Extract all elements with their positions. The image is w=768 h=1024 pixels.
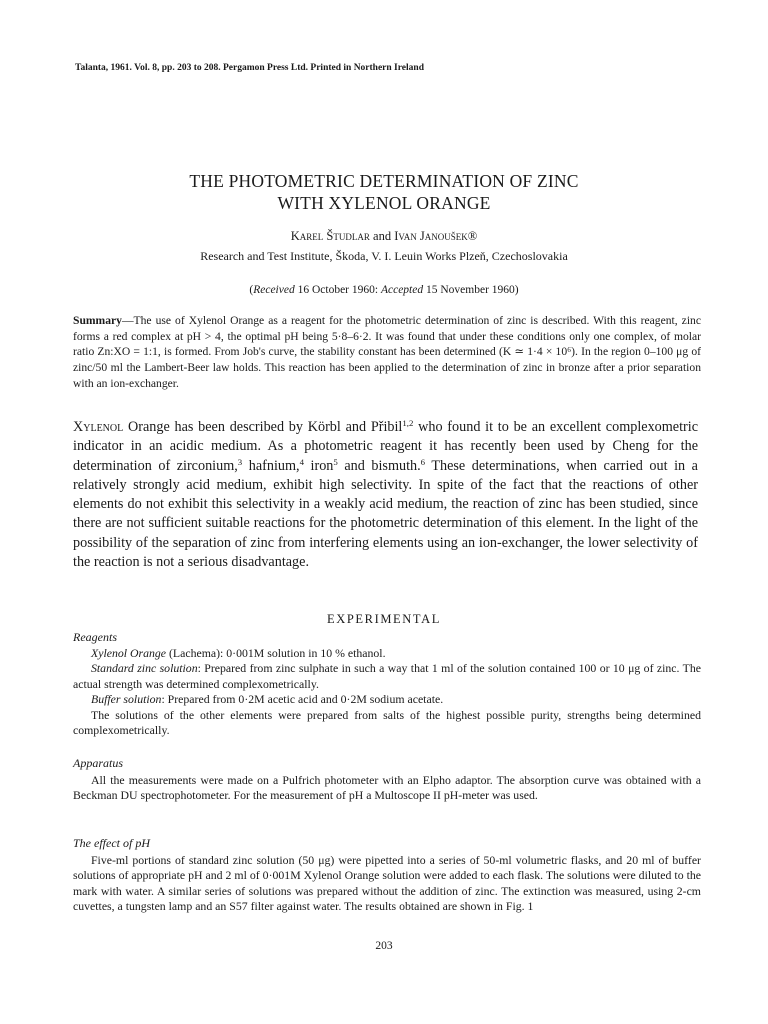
author-mark: ® [467,229,478,243]
intro-text: Orange has been described by Körbl and Přibil [123,419,403,435]
reagents-section [73,646,701,738]
intro-text: These determinations, when carried out in a relatively strongly acid medium, exhibit high selectivity. In spite of the fact that the reactions of other elements do not exhibit this selectivity in a weakly acid medium, the reaction of zinc has been studied, since there are not sufficient suitable reactions for the photometric determination of this element. In the light of the possibility of the separation of zinc from interfering elements using an ion-exchanger, the lower selectivity of the reaction is not a serious disadvantage. [73,457,698,571]
reference-marker: 3 [237,456,243,467]
received-paren-open: ( [249,284,254,296]
reagent-text: : Prepared from zinc sulphate in such a way that 1 ml of the solution contained 100 or 10 μg of zinc. The actual strength was determined complexometrically. [73,661,701,691]
paper-title [0,170,768,214]
title-line-2: WITH XYLENOL ORANGE [277,193,491,213]
intro-text: who found it to be an excellent complexometric indicator in an acidic medium. As a photometric reagent it has recently been used by Cheng for the determination of zirconium, [73,419,698,474]
reagent-standard-zinc [73,661,701,692]
effect-of-ph-section [73,853,701,915]
reagent-other-solutions: The solutions of the other elements were prepared from salts of the highest possible purity, strengths being determined complexometrically. [73,707,701,738]
author-line [0,229,768,244]
page-number: 203 [375,940,393,952]
reference-marker: 4 [299,456,304,467]
journal-header: Talanta, 1961. Vol. 8, pp. 203 to 208. Pergamon Press Ltd. Printed in Northern Ireland [75,63,424,73]
apparatus-section [73,773,701,804]
summary-abstract [73,313,701,392]
intro-first-word: Xylenol [73,419,124,435]
reagent-label: Buffer solution [91,692,162,707]
summary-text: The use of Xylenol Orange as a reagent for the photometric determination of zinc is described. With this reagent, zinc forms a red complex at pH > 4, the optimal pH being 5·8–6·2. It was found that under these conditions only one complex, of molar ratio Zn:XO = 1:1, is formed. From Job's curve, the stability constant has been determined (K ≃ 1·4 × 10⁶). In the region 0–100 μg of zinc/50 ml the Lambert-Beer law holds. This reaction has been applied to the determination of zinc in bronze after a prior separation with an ion-exchanger. [73,314,701,390]
author-conjunction: and [373,229,392,243]
accepted-label: Accepted [380,284,424,296]
intro-text: and bismuth. [337,457,421,474]
author-name: Ivan Janoušek [394,229,468,243]
intro-text: hafnium, [242,457,300,474]
reference-marker: 1,2 [402,418,414,429]
reference-marker: 5 [333,456,338,467]
introduction-paragraph [73,418,698,572]
intro-text: iron [303,457,334,474]
reagent-label: Xylenol Orange [91,646,167,660]
reagent-xylenol-orange [73,646,701,661]
subheading-reagents: Reagents [73,630,117,644]
received-dates [0,284,768,296]
reagent-text: : Prepared from 0·2M acetic acid and 0·2M sodium acetate. [161,692,444,707]
received-separator: : [374,284,381,296]
reagent-label: Standard zinc solution [91,661,198,676]
summary-dash: — [121,314,134,327]
reference-marker: 6 [420,456,426,467]
accepted-date: 15 November 1960 [425,284,515,296]
summary-lead: Summary [73,314,122,327]
apparatus-text: All the measurements were made on a Pulfrich photometer with an Elpho adaptor. The absorption curve was obtained with a Beckman DU spectrophotometer. For the measurement of pH a Multoscope II pH-meter was used. [73,773,701,803]
title-line-1: THE PHOTOMETRIC DETERMINATION OF ZINC [189,171,579,191]
section-heading-experimental: EXPERIMENTAL [326,612,442,626]
affiliation: Research and Test Institute, Škoda, V. I. Leuin Works Plzeň, Czechoslovakia [200,249,568,263]
effect-of-ph-text: Five-ml portions of standard zinc solution (50 μg) were pipetted into a series of 50-ml volumetric flasks, and 20 ml of buffer solutions of appropriate pH and 2 ml of 0·001M Xylenol Orange solution were added to each flask. The solutions were diluted to the mark with water. A similar series of solutions was prepared without the addition of zinc. The extinction was measured, using 2-cm cuvettes, a tungsten lamp and an S57 filter against water. The results obtained are shown in Fig. 1 [73,853,701,914]
reagent-buffer [73,692,701,707]
received-paren-close: ) [514,284,519,296]
received-label: Received [253,284,295,296]
subheading-apparatus: Apparatus [73,756,124,770]
author-name: Karel Študlar [290,229,370,243]
reagent-text: (Lachema): 0·001M solution in 10 % ethanol. [166,646,386,660]
received-date: 16 October 1960 [297,284,375,296]
subheading-effect-of-ph: The effect of pH [73,836,150,850]
